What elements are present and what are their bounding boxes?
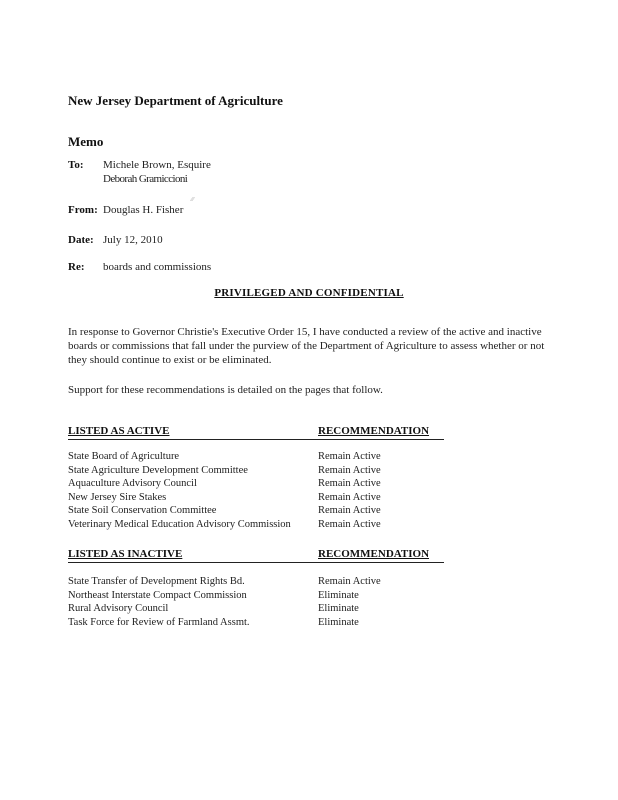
list-item — [68, 617, 444, 631]
memo-title: Memo — [68, 134, 104, 149]
list-item — [68, 465, 444, 479]
to-recipient-1: Michele Brown, Esquire — [103, 159, 211, 171]
from-value: Douglas H. Fisher — [103, 204, 184, 216]
recommendation: Remain Active — [318, 451, 381, 462]
date-value: July 12, 2010 — [103, 234, 163, 246]
active-section-header — [68, 425, 444, 440]
list-item — [68, 492, 444, 506]
recommendation: Remain Active — [318, 491, 381, 503]
list-item — [68, 590, 444, 604]
active-recommendation-heading: RECOMMENDATION — [318, 425, 430, 437]
recommendation: Eliminate — [318, 589, 359, 601]
from-label: From: — [68, 204, 98, 216]
recommendation: Remain Active — [318, 464, 381, 476]
list-item — [68, 519, 444, 533]
board-name: New Jersey Sire Stakes — [68, 491, 167, 503]
board-name: Aquaculture Advisory Council — [68, 478, 197, 490]
support-paragraph: Support for these recommendations is detailed on the pages that follow. — [68, 384, 383, 396]
recommendation: Remain Active — [318, 576, 381, 587]
board-name: Veterinary Medical Education Advisory Commission — [68, 518, 291, 530]
department-title: New Jersey Department of Agriculture — [68, 93, 283, 108]
board-name: State Board of Agriculture — [68, 451, 180, 462]
re-label: Re: — [68, 261, 85, 273]
list-item — [68, 451, 444, 465]
board-name: State Agriculture Development Committee — [68, 464, 248, 476]
recommendation: Eliminate — [318, 603, 359, 615]
recommendation: Eliminate — [318, 616, 359, 628]
re-value: boards and commissions — [103, 261, 212, 273]
inactive-heading: LISTED AS INACTIVE — [68, 548, 183, 560]
privileged-heading: PRIVILEGED AND CONFIDENTIAL — [214, 287, 404, 299]
board-name: Rural Advisory Council — [68, 603, 169, 615]
recommendation: Remain Active — [318, 505, 381, 517]
board-name: Northeast Interstate Compact Commission — [68, 589, 247, 601]
intro-paragraph: In response to Governor Christie's Executive Order 15, I have conducted a review of the active and inactive boards or commissions that fall under the purview of the Department of Agriculture to assess whether or not they should continue to exist or be eliminated. — [68, 326, 545, 366]
inactive-list — [68, 576, 444, 630]
board-name: Task Force for Review of Farmland Assmt. — [68, 616, 250, 628]
board-name: State Transfer of Development Rights Bd. — [68, 576, 245, 587]
inactive-recommendation-heading: RECOMMENDATION — [318, 548, 430, 560]
recommendation: Remain Active — [318, 478, 381, 490]
inactive-section-header — [68, 548, 444, 563]
date-label: Date: — [68, 234, 94, 246]
list-item — [68, 505, 444, 519]
handwritten-initials-mark: ⁄⁄⁄ — [191, 197, 195, 203]
list-item — [68, 603, 444, 617]
list-item — [68, 576, 444, 590]
active-heading: LISTED AS ACTIVE — [68, 425, 170, 437]
to-label: To: — [68, 159, 84, 171]
active-list — [68, 451, 444, 533]
recommendation: Remain Active — [318, 518, 381, 530]
list-item — [68, 478, 444, 492]
board-name: State Soil Conservation Committee — [68, 505, 217, 517]
to-recipient-2: Deborah Gramiccioni — [103, 173, 188, 185]
